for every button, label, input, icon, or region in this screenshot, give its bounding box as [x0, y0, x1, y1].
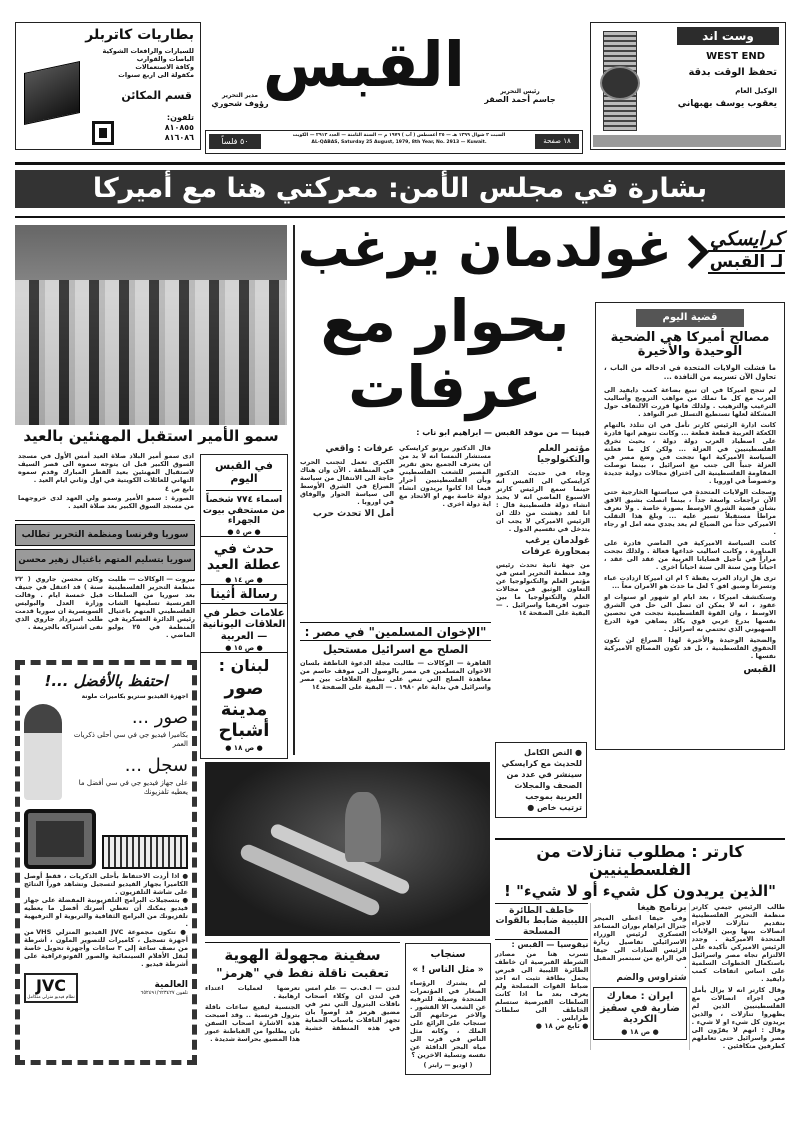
libya-headline: خاطف الطائرة الليبية ضابط بالقوات المسلحة [495, 906, 588, 940]
phone-label: تلفون: [166, 113, 194, 122]
kicker-bottom: لـ القبس [709, 252, 784, 272]
lead-paragraph: قال الدكتور برونو كرايسكي مستشار النمسا انه لا بد من ان يعترف الجميع بحق تقرير المصير للشعب الفلسطيني وبأن الفلسطينيين أحرار فيما اذا كانوا يريدون انشاء دولة خاصة بهم او الاتحاد مع اية دولة اخرى . [399, 444, 491, 508]
issue-paragraph: كانت السياسة الاميركية في الماضي قادرة على المناورة ، وكانت اساليب خداعها فعالة . ولذلك نجحت مراراً في تأجيل قضايانا العربية من عقد الى عقد ، احياناً ومن سنة الى سنة احياناً اخرى . [604, 539, 776, 572]
ship-paragraph: لندن — ا.ف.ب — علم امس في لندن ان وكلاء اصحاب ناقلات البترول التي تمر في مضيق هرمز قد اوصوا بان تجهز الناقلات باسباب الحماية في هذه المنطقة خشية تعرضها لعمليات اعتداء ارهابية . [205, 984, 400, 1033]
brotherhood-box [300, 622, 491, 691]
jvc-brand: JVC [35, 976, 67, 996]
inside-item-page: ● ص ١٥ ● [201, 644, 287, 653]
editor-in-chief-label: رئيس التحرير [500, 88, 540, 95]
ship-headline-1: سفينة مجهولة الهوية [224, 946, 381, 964]
ad-west-end [590, 22, 786, 150]
lead-paragraph: الكبرى تعمل لتجنب الحرب في المنطقة . الآن وان هناك حاجة الى الانتقال من سياسة الصراع في الشرق الأوسط الى سياسة الحوار والوفاق في اوروبا . [300, 458, 394, 506]
date-arabic: السبت ٢ شوال ١٣٩٩ هـ — ٢٥ أغسطس ( آب ) ١٩٧٩ م — السنة الثامنة — العدد ٢٩١٣ — الكويت [292, 133, 506, 138]
jvc-bullet: ● اذا أردت الاحتفاظ بأحلى الذكريات ، فقط أوصل الكاميرا بجهاز الفيديو لتسجيل وتشاهد فوراً النتائج على شاشة التلفزيون . [24, 872, 188, 897]
emir-caption: الصورة : سمو الأمير وسمو ولي العهد لدى خروجهما من مسجد السوق الكبير بعد صلاة العيد . [18, 494, 194, 510]
inside-item[interactable]: علامات خطر في العلاقات اليونانية — العربية [202, 607, 286, 642]
emir-photo [15, 225, 287, 425]
rule [15, 520, 195, 521]
lead-paragraph: وجاء في حديث الدكتور كرايسكي الى القبس انه حينما سمع الرئيس كارتر الاسبوع الماضي انه لا يحبذ انشاء دولة فلسطينية قال : انا لقد دهشت من ذلك ان الرئيس الاميركي لا يجب ان يتدخل في تقسيم الدول . [496, 469, 590, 533]
ad-caterpillar-batteries [15, 22, 201, 150]
iran-page: ● ص ١٨ ● [621, 1027, 659, 1036]
emir-ref: تابع ص ٤ [164, 485, 194, 493]
jvc-dealer-phone: تلفون ٦٥٢٤٩١/٦٢٣٤٢٧ [140, 990, 188, 997]
carter-paragraph: وقال كارتر انه لا يزال يأمل في اجراء اتصالات مع الفلسطينيين الذين لم يظهروا تنازلات ، والذين يريدون كل شيء او لا شيء . وقال : انهم لا يقرّون الى مصر واسرائيل حتى تعاملهم كطرفين متكافئين . [691, 986, 785, 1051]
price-badge: ٥٠ فلساً [209, 134, 261, 149]
iran-headline: ايران : معارك ضارية في سقيز الكردية [600, 991, 680, 1026]
vcr-image [102, 835, 188, 869]
squirrel-headline: « مثل الناس ! » [412, 964, 484, 975]
chevron-icon [675, 235, 709, 269]
ad-title: بطاريات كاتربلر [85, 27, 194, 43]
syria-headline-1: سوريا وفرنسا ومنظمة التحرير تطالب [15, 524, 195, 546]
carter-section [495, 838, 785, 1050]
lead-subhead: غولدمان يرغب بمحاورة عرفات [521, 536, 590, 557]
brotherhood-headline-2: الصلح مع اسرائيل مستحيل [322, 642, 469, 656]
inside-today-title: في القبس اليوم [206, 455, 282, 491]
lead-paragraph: من جهة ثانية تحدث رئيس وفد منظمة التحرير امس في مؤتمر العلم والتكنولوجيا عن التعاون الوثيق في مجالات العلم والتكنولوجيا ما بين جنوب افريقيا واسرائيل . — البقية على الصفحة ١٤ [496, 561, 590, 617]
brotherhood-text: القاهرة — الوكالات — طالبت مجلة الدعوة الناطقة بلسان الاخوان المسلمين في مصر بالوصول الى موقف حاسم من معاهدة الصلح التي تنص على تطبيع العلاقات بين مصر واسرائيل في بداية عام ١٩٨٠ . — البقية على الصفحة ١٤ [300, 659, 491, 692]
jvc-brand-sub: نظام فيديو منزلي متكامل [27, 995, 75, 1001]
issue-signature: القبس [743, 664, 776, 676]
ship-headline-2: تعقبت ناقلة نفط في "هرمز" [216, 966, 389, 981]
lead-headline-line: غولدمان يرغب [297, 219, 672, 279]
tv-image [24, 809, 96, 869]
issue-label: قضية اليوم [636, 309, 744, 327]
ad-dealer: قسم المكائن [121, 89, 192, 102]
libya-text: تسرب هنا من مصادر الشرطة القبرصية ان خاطف الطائرة الليبية الى قبرص يحمل بطاقة تثبت انه احد ضباط القوات المسلحة ولم يعرف بعد ما اذا كانت السلطات القبرصية ستسلم الخاطف الى سلطات طرابلس . [495, 950, 589, 1023]
jvc-line-2: سجل ... [124, 755, 188, 777]
carter-paragraph: وفي حيفا اعطى الميجر جنرال ابراهام بوران المساعد العسكري لرئيس الوزراء الاسرائيلي تفاصيل زيارة الرئيس السادات الى حيفا في الرابع من سبتمبر المقبل . [593, 914, 687, 971]
lead-headline-line: بحوار مع [320, 287, 570, 355]
jvc-line-2-sub: على جهاز فيديو جي في سي أفضل ما يعطيه تلفزيونك [78, 779, 188, 797]
squirrel-box [405, 943, 491, 1075]
inside-item[interactable]: رسالة أثينا [201, 588, 287, 604]
inside-item-page: ● ص ١٨ ● [225, 743, 263, 752]
inside-item[interactable]: لبنان : [218, 656, 270, 676]
inside-item[interactable]: صور مدينة أشباح [218, 678, 270, 741]
ad-line: للسيارات والرافعات الشوكية [102, 47, 194, 55]
ad-agent: يعقوب يوسف بهبهاني [677, 99, 777, 109]
kicker-top: كرايسكي [709, 228, 784, 250]
syria-headline-2: سوريا بتسليم المتهم باغتيال زهير محسن [15, 549, 195, 571]
inside-today-box [200, 454, 288, 759]
inside-item-page: ● ص ٥ ● [201, 528, 287, 537]
ship-paragraph: الجنسية ليفيع ساعات ناقلة بترول فرنسية .. وقد اصبحت هذه الاشارة اصحاب السفن بان يطلبوا من القباطنة عبور هذا المضيق بحراسة شديدة . [205, 1003, 300, 1044]
jvc-bullet: ● تتكون مجموعة JVC الفيديو المنزلي VHS من أجهزة تسجيل ، كاميرات للتصوير الملون ، أشرطة من نصف ساعة إلى ٣ ساعات وأجهزة تحويل خاصة لنقل الأفلام السينمائية والصور الفوتوغرافية على أشرطة فيديو . [24, 928, 188, 969]
lead-subhead: عرفات : واقعي [325, 444, 394, 454]
ad-line: مكفولة الى اربع سنوات [118, 71, 194, 79]
squirrel-signature: ( اوديو — رابتر ) [423, 1061, 473, 1069]
iran-box [593, 987, 686, 1040]
carter-paragraph: طالب الرئيس جيمي كارتر منظمة التحرير الفلسطينية بتقديم تنازلات لاجراء اتصالات بينها وبين الولايات المتحدة الاميركية . وجدد الرئيس الاميركي تأكيده على الالتزام تجاه مصر واسرائيل باستكمال الخطوات السلمية على اساس اتفاقات كمب دايفيد . [691, 903, 785, 984]
jvc-line-1-sub: بكاميرا فيديو جي في سي أحلى ذكريات العمر [73, 731, 188, 749]
ad-agent-label: الوكيل العام [735, 87, 777, 95]
editor-in-chief: جاسم أحمد الصقر [484, 95, 556, 104]
ad-address-strip [593, 135, 781, 147]
inside-item-page: ● ص ١٤ ● [201, 576, 287, 585]
syria-paragraph: بيروت — الوكالات — طلبت منظمة التحرير الفلسطينية بعد سوريا من السلطات الفرنسية تسليمها الشاب الفلسطيني المتهم باغتيال رئيس الدائرة العسكرية في المنظمة في ٢٥ يوليو الماضي . [108, 575, 196, 639]
squirrel-title: سنجاب [430, 949, 466, 960]
carter-headline-2: "الذين يريدون كل شيء أو لا شيء" ! [504, 881, 776, 900]
carter-subhead: شتراوس والضم [616, 973, 687, 984]
banner-headline: بشارة في مجلس الأمن: معركتي هنا مع أميركا [15, 170, 785, 208]
issue-paragraph: والضحية الوحيدة والأخيرة لهذا الصراع لن تكون الحقوق الفلسطينية ، بل قد تكون المصالح الاميركية نفسها . [604, 636, 776, 661]
libya-ref: ● تابع ص ١٨ ● [535, 1022, 589, 1031]
lead-subhead: مؤتمر العلم والتكنولوجيا [537, 444, 590, 465]
ship-story [205, 942, 400, 1043]
issue-paragraph: وسجلت الولايات المتحدة في سياستها الخارجية حتى الآن تراجعات واسعة جداً ، بينما اتصلت بشيق الافق بشأن قضية الشرق الاوسط بصورة خاصة . ولا نعرف مراطاً مستقبلاً تسير عليه ... وبلغ هذا التقلب الاميركي حداً من الضياع لم يعد يجدي معه امل او رجاء . [604, 488, 776, 537]
rule [15, 162, 785, 165]
date-english: AL-QABAS, Saturday 25 August, 1979, 8th Year, No. 2913 — Kuwait. [311, 139, 487, 145]
woman-camera-image [24, 704, 62, 800]
issue-paragraph: كانت ادارة الرئيس كارتر تأمل في ان تتلذذ بالتهام الكعكة العربية قطعة قطعة ... وكانت تتوهم انها قادرة على اصطياد العرب دولة دولة ، بحيث تخرق الفلسطينيين في العزلة ... ولكن كل ما فعلته السياسة الاميركية انها نجحت في وضع مصر في العزلة جنباً الى جنب مع اسرائيل ، بينما توصلت المقاومة الفلسطينية الى اختراق مجالات دولية جديدة وخصوصاً في اوروبا . [604, 421, 776, 486]
issue-paragraph: لم تنجح اميركا في ان تبيع بضاعة كمب دايفيد الى العرب مع كل ما تملك من مواهب الترويج وأساليب الترغيب والترهيب . ولذلك فانها قررت الالتفاف حول المشكلة لعلها تستطيع التسلل عبر النوافذ . [604, 386, 776, 419]
emir-headline: سمو الأمير استقبل المهنئين بالعيد [23, 427, 279, 445]
jvc-logo [24, 973, 78, 1003]
issue-deck: ما فشلت الولايات المتحدة في ادخاله من الباب ، تحاول الآن تسريبه من النافذة ... [604, 364, 776, 382]
carter-subhead: برنامج هيغا [637, 903, 687, 914]
libya-dateline: نيقوسيا — القبس : [511, 940, 589, 950]
phone: ٨١٠٨٥٥ [164, 123, 194, 132]
syria-paragraph: وكان محسن جاروي ( ٢٢ سنة ) قد اعتقل في جنيف قبل خمسة ايام . وقالت وزارة العدل والبوليس السويسرية ان سوريا قدمت طلب استرداد جاروي الذي نفى اشتراكه بالجريمة . [15, 575, 103, 631]
jvc-sub: اجهزة الفيديو ستريو بكاميرات ملونة [81, 693, 188, 701]
dealer-logo-icon [92, 121, 114, 145]
lead-subhead: أمل الا تحدث حرب [312, 509, 394, 519]
lead-headline-line: عرفات [348, 353, 542, 421]
jvc-headline: احتفظ بالأفضل ...! [44, 672, 168, 690]
jvc-dealer: العالمية [154, 980, 188, 991]
pages-badge: ١٨ صفحة [535, 134, 579, 149]
libya-story [495, 903, 588, 1031]
ad-line: الباصات والقوارب [136, 55, 194, 63]
column-rule [293, 225, 295, 755]
issue-of-day-box [595, 302, 785, 750]
inside-item[interactable]: اسماء ٧٧٤ شخصاً من مستحقي بيوت الجهراء [202, 495, 286, 526]
issue-paragraph: ترى هل ازداد العرب يقظة ؟ ام ان اميركا ازدادت غباء وتسرعاً وضيق افق ؟ لعل ما حدث هو الامران معاً ... [604, 574, 776, 591]
ad-brand: WEST END [706, 51, 765, 62]
battery-image [24, 61, 80, 125]
squirrel-text: لم يشترك الرؤساء الصغار في المؤتمرات المتحدة وسيلة للترفيه عن الشعب الا القشور . والاخر مرحاتهم الى سنجاب على الرائع على الملك ، وكانه مثل الناس في قرب الى مياه البحر الدافئة عن نفسه وتسلية الاخرين ؟ [410, 978, 486, 1059]
lead-byline: فيينا — من موفد القبس — ابراهيم ابو ناب : [416, 428, 590, 437]
jvc-bullet: ● بتسجيلات البرامج التلفزيونية المفضلة على جهاز فيديو يمكنك أن تعطي أسرتك أفضل ما يعطيه تلفزيونك من البرامج الثقافية والتربوية او الترفيهية . [24, 896, 188, 929]
emir-text: ادى سمو أمير البلاد صلاة العيد أمس الأول في مسجد السوق الكبير قبل ان يتوجه سموه الى قصر السيف لاستقبال المهنئين بعيد الفطر المبارك وقدم سموه التهاني للعائلات الكويتية في اول وثاني ايام العيد . [18, 452, 194, 484]
ad-jvc [15, 660, 197, 1065]
brotherhood-headline-1: "الإخوان المسلمين" في مصر : [300, 626, 491, 641]
water-ski-photo [205, 762, 490, 936]
carter-headline-1: كارتر : مطلوب تنازلات من الفلسطينيين [536, 842, 744, 880]
phone: ٨١٦٠٨٦ [164, 133, 194, 142]
issue-headline: مصالح أميركا هي الضحية الوحيدة والأخيرة [610, 329, 770, 360]
inside-item[interactable]: حدث في عطلة العيد [206, 541, 282, 574]
date-strip [205, 130, 583, 154]
ad-title: وست اند [677, 27, 779, 45]
full-text-note: ● النص الكامل للحديث مع كرايسكي سينشر في عدد من الصحف والمجلات العربية بموجب ترتيب خاص ● [495, 742, 587, 818]
managing-editor: رؤوف شحوري [211, 99, 269, 108]
ad-slogan: تحفظ الوقت بدقة [688, 67, 777, 78]
watch-icon [603, 31, 637, 131]
ad-line: وكافة الاستعمالات [135, 63, 194, 71]
issue-paragraph: وستكتشف اميركا ، بعد ايام او شهور او سنوات او عقود ، انه لا يمكن ان تصل الى حل في الشرق الاوسط ، وان القوة الفلسطينية نجحت في تحصين نفسها بدرع عربي قوي يكاد يضاهي قوة الدرع الصهيوني الذي تحتمي به اسرائيل . [604, 593, 776, 634]
managing-editor-label: مدير التحرير [221, 92, 259, 99]
masthead-logo: القبس [262, 28, 465, 101]
jvc-line-1: صور ... [131, 707, 188, 729]
